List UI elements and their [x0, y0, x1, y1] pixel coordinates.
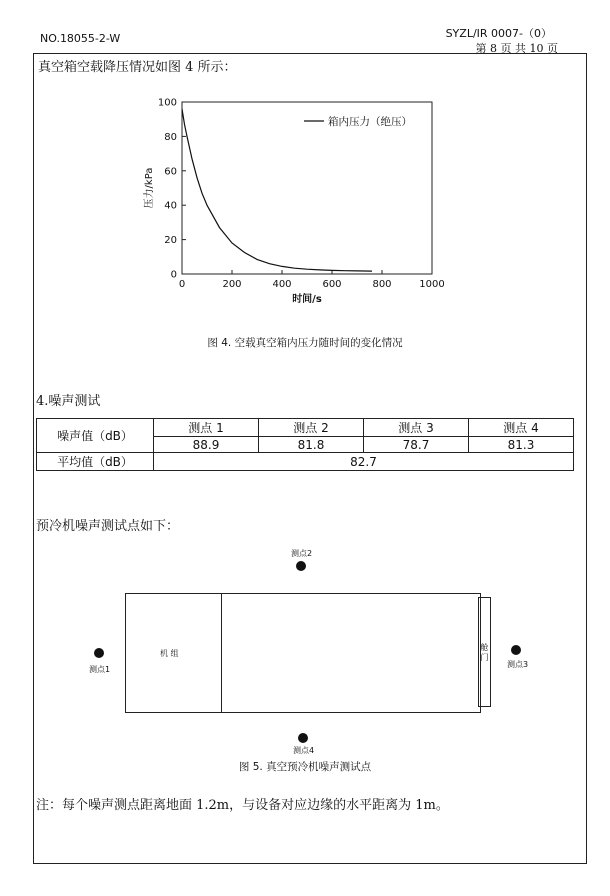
- measure-point-2-label: 测点2: [291, 549, 313, 558]
- measure-point-1-dot: [94, 648, 104, 658]
- value-point-2: 81.8: [259, 437, 364, 453]
- pressure-series-line: [182, 109, 372, 271]
- unit-divider: [221, 593, 222, 713]
- header-point-2: 测点 2: [259, 419, 364, 437]
- header-point-1: 测点 1: [154, 419, 259, 437]
- measurement-note: 注：每个噪声测点距离地面 1.2m，与设备对应边缘的水平距离为 1m。: [36, 798, 449, 813]
- legend-label: 箱内压力（绝压）: [328, 116, 412, 128]
- noise-section-title: 4.噪声测试: [36, 394, 101, 409]
- document-code: SYZL/IR 0007-（0）: [445, 27, 552, 40]
- x-tick-label: 200: [222, 279, 242, 290]
- unit-label: 机 组: [160, 649, 179, 658]
- value-point-1: 88.9: [154, 437, 259, 453]
- y-tick-label: 0: [170, 269, 177, 281]
- x-axis-label: 时间/s: [292, 294, 322, 305]
- x-tick-label: 0: [178, 279, 186, 290]
- measure-point-4-label: 测点4: [293, 746, 315, 755]
- y-tick-label: 20: [164, 235, 177, 247]
- door-label: 舱门: [480, 643, 489, 663]
- header-point-3: 测点 3: [364, 419, 469, 437]
- section-intro: 真空箱空载降压情况如图 4 所示：: [38, 60, 237, 75]
- x-tick-label: 800: [372, 279, 392, 290]
- value-point-3: 78.7: [364, 437, 469, 453]
- y-tick-label: 80: [164, 131, 177, 143]
- figure5-caption: 图 5. 真空预冷机噪声测试点: [238, 761, 372, 773]
- measure-point-1-label: 测点1: [89, 665, 111, 674]
- header-point-4: 测点 4: [469, 419, 574, 437]
- x-tick-label: 600: [322, 279, 342, 290]
- y-tick-label: 100: [157, 97, 177, 109]
- y-tick-label: 40: [164, 200, 177, 212]
- measure-point-3-label: 测点3: [507, 660, 529, 669]
- measure-point-3-dot: [511, 645, 521, 655]
- y-axis-label: 压力/kPa: [144, 167, 155, 209]
- pressure-chart: [130, 90, 460, 320]
- x-tick-label: 1000: [419, 279, 445, 290]
- figure4-caption: 图 4. 空载真空箱内压力随时间的变化情况: [207, 337, 403, 349]
- noise-value-label: 噪声值（dB）: [37, 419, 154, 453]
- x-tick-label: 400: [272, 279, 292, 290]
- page-info: 第 8 页 共 10 页: [475, 42, 558, 55]
- average-value: 82.7: [154, 453, 574, 471]
- report-number: NO.18055-2-W: [40, 32, 121, 45]
- measure-point-4-dot: [298, 733, 308, 743]
- table-row: [37, 419, 574, 437]
- table-row: [37, 453, 574, 471]
- measure-point-2-dot: [296, 561, 306, 571]
- noise-table: [36, 418, 574, 471]
- value-point-4: 81.3: [469, 437, 574, 453]
- average-label: 平均值（dB）: [37, 453, 154, 471]
- y-tick-label: 60: [164, 166, 177, 178]
- diagram-intro: 预冷机噪声测试点如下：: [36, 519, 180, 534]
